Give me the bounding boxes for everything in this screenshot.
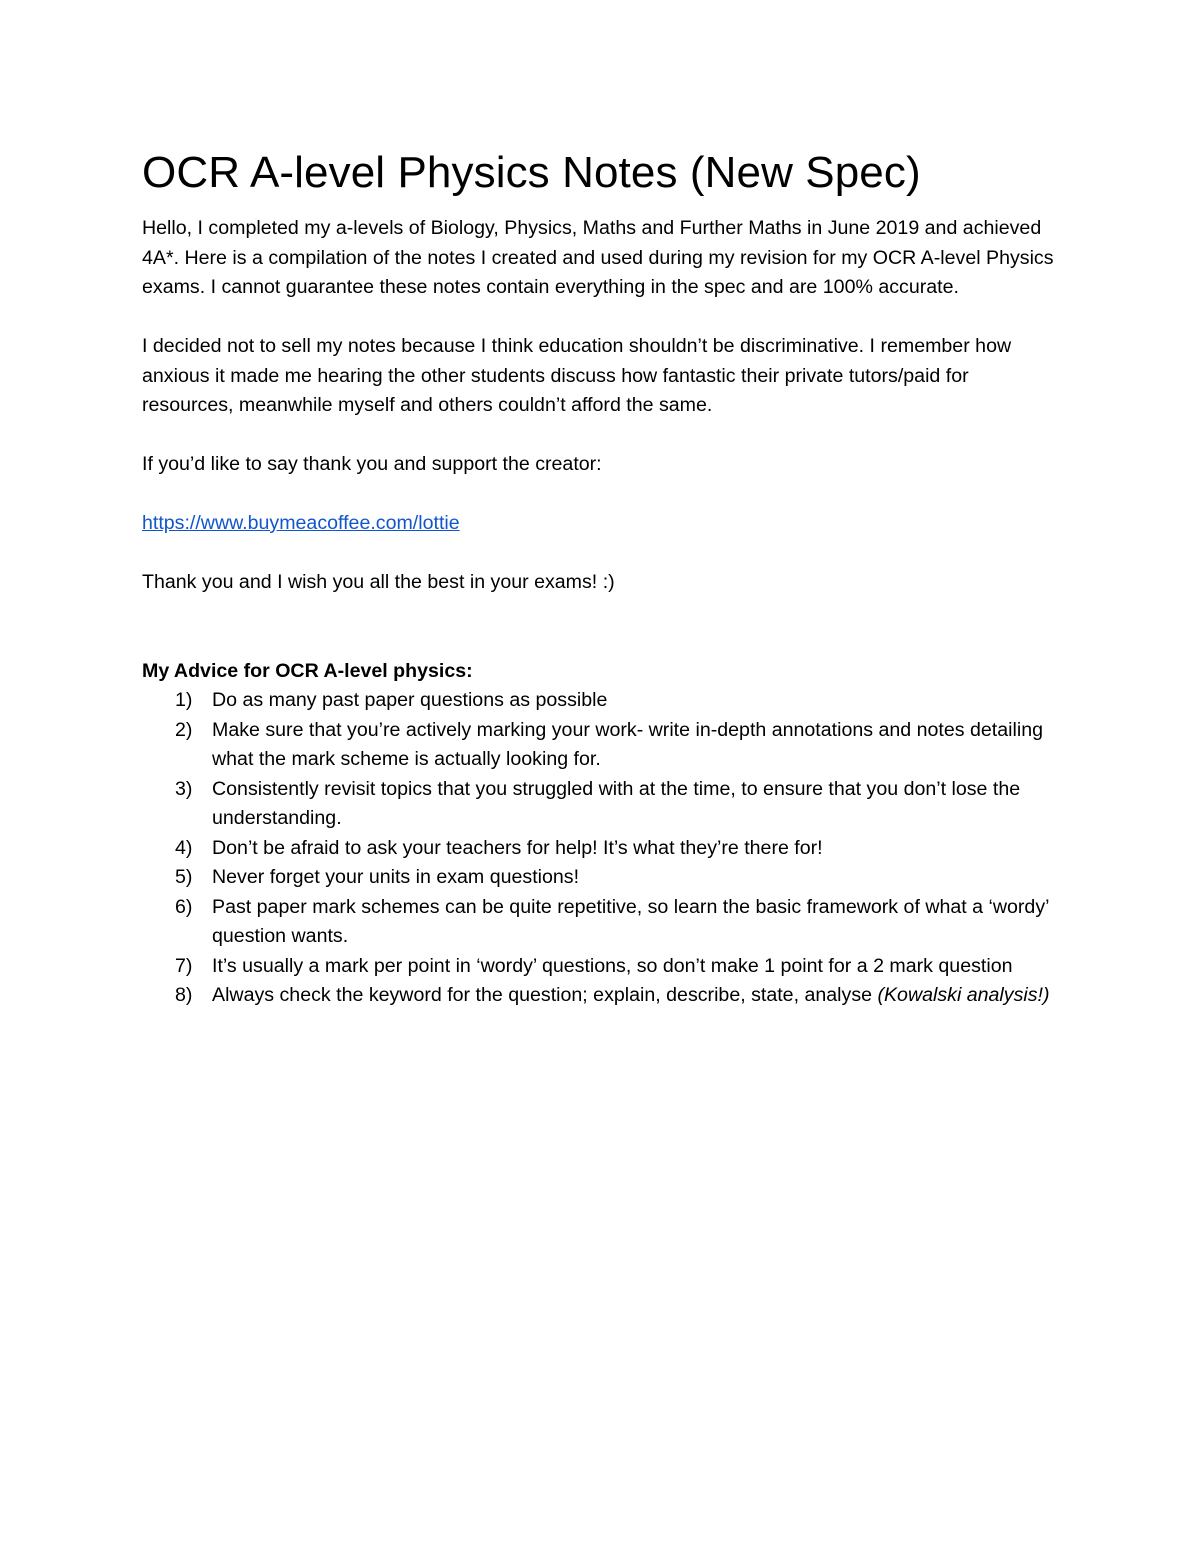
list-item bbox=[142, 686, 1062, 716]
list-number: 7) bbox=[175, 954, 193, 977]
list-number: 3) bbox=[175, 777, 193, 800]
spacer bbox=[142, 598, 1062, 657]
list-item-text: Do as many past paper questions as possible bbox=[212, 689, 608, 711]
list-number: 2) bbox=[175, 718, 193, 741]
list-number: 1) bbox=[175, 689, 193, 711]
advice-list bbox=[142, 686, 1062, 1011]
advice-heading: My Advice for OCR A-level physics: bbox=[142, 659, 473, 682]
list-item bbox=[142, 775, 1062, 834]
list-item-text: Don’t be afraid to ask your teachers for help! It’s what they’re there for! bbox=[212, 836, 823, 859]
spacer bbox=[142, 480, 1062, 510]
list-item-text: Past paper mark schemes can be quite repetitive, so learn the basic framework of what a ‘wordy’ question wants. bbox=[212, 895, 1049, 947]
spacer bbox=[142, 303, 1062, 333]
support-link-line bbox=[142, 509, 1062, 539]
intro-paragraph: Hello, I completed my a-levels of Biology, Physics, Maths and Further Maths in June 2019 and achieved 4A*. Here is a compilation of the notes I created and used during my revision for my OCR A-level Physics exams. I cannot guarantee these notes contain everything in the spec and are 100% accurate. bbox=[142, 217, 1054, 298]
list-item-text: Consistently revisit topics that you struggled with at the time, to ensure that you don’t lose the understanding. bbox=[212, 777, 1021, 829]
support-link[interactable]: https://www.buymeacoffee.com/lottie bbox=[142, 512, 460, 534]
list-item bbox=[142, 863, 1062, 893]
list-number: 8) bbox=[175, 984, 193, 1006]
spacer bbox=[142, 539, 1062, 569]
list-item-text: Never forget your units in exam questions! bbox=[212, 866, 580, 888]
list-number: 4) bbox=[175, 836, 193, 859]
list-item-text: Make sure that you’re actively marking your work- write in-depth annotations and notes detailing what the mark scheme is actually looking for. bbox=[212, 718, 1043, 770]
spacer bbox=[142, 421, 1062, 451]
motivation-paragraph: I decided not to sell my notes because I think education shouldn’t be discriminative. I remember how anxious it made me hearing the other students discuss how fantastic their private tutors/paid for resources, meanwhile myself and others couldn’t afford the same. bbox=[142, 335, 1012, 416]
list-item bbox=[142, 893, 1062, 952]
list-number: 6) bbox=[175, 895, 193, 918]
closing-paragraph: Thank you and I wish you all the best in your exams! :) bbox=[142, 571, 615, 593]
italic-aside: (Kowalski analysis!) bbox=[877, 984, 1050, 1006]
list-item-text: Always check the keyword for the question; explain, describe, state, analyse bbox=[212, 984, 878, 1006]
document-title: OCR A-level Physics Notes (New Spec) bbox=[142, 148, 921, 197]
list-item bbox=[142, 834, 1062, 864]
support-prompt: If you’d like to say thank you and support the creator: bbox=[142, 453, 602, 475]
list-item bbox=[142, 716, 1062, 775]
list-item-text: It’s usually a mark per point in ‘wordy’ questions, so don’t make 1 point for a 2 mark question bbox=[212, 954, 1013, 977]
list-number: 5) bbox=[175, 866, 193, 888]
list-item bbox=[142, 981, 1062, 1011]
list-item-text-wrapper bbox=[212, 981, 1062, 1011]
document-page bbox=[142, 140, 1062, 1011]
list-item bbox=[142, 952, 1062, 982]
